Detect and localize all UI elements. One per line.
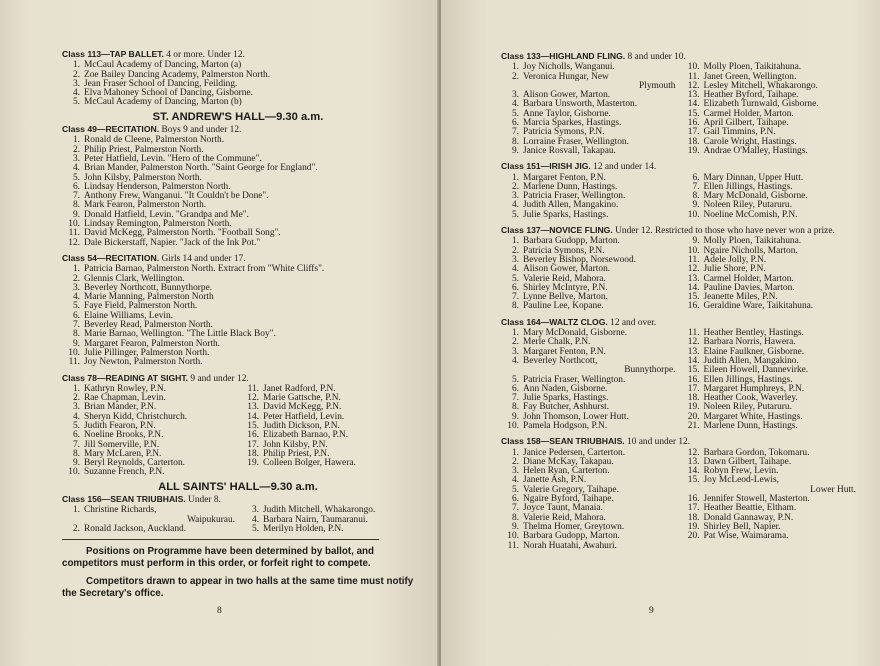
list-item: 6. Elaine Williams, Levin. bbox=[72, 310, 174, 321]
class-137-heading bbox=[501, 226, 856, 236]
list-item: 5. Valerie Gregory, Taihape. bbox=[511, 484, 619, 495]
list-item: 9. Noleen Riley, Putaruru. bbox=[692, 200, 792, 211]
list-item: Plymouth bbox=[639, 80, 676, 91]
list-item: 2. Ronald Jackson, Auckland. bbox=[72, 523, 187, 534]
class-label: Class 113—TAP BALLET. bbox=[62, 49, 164, 59]
list-item: 14. Peter Hatfield, Levin. bbox=[247, 411, 345, 422]
list-item: 18. Philip Priest, P.N. bbox=[247, 448, 330, 459]
list-item: 21. Marlene Dunn, Hastings. bbox=[687, 420, 798, 431]
list-item: 5. Patricia Fraser, Wellington. bbox=[511, 374, 626, 385]
divider bbox=[62, 539, 379, 540]
left-page-content bbox=[62, 50, 414, 606]
class-label: Class 164—WALTZ CLOG. bbox=[501, 316, 608, 327]
list-item: 3. Jean Fraser School of Dancing, Feilding. bbox=[72, 78, 238, 89]
class-137-list bbox=[501, 237, 856, 311]
class-note: 8 and under 10. bbox=[625, 52, 686, 62]
list-item: 4. Alison Gower, Marton. bbox=[511, 264, 611, 275]
class-label: Class 156—SEAN TRIUBHAIS. bbox=[62, 494, 186, 505]
list-item: 20. Pat Wise, Waimarama. bbox=[687, 531, 789, 542]
list-item: 13. David McKegg, P.N. bbox=[247, 402, 342, 413]
list-item: 3. Beverley Bishop, Norsewood. bbox=[511, 254, 637, 265]
list-column-right bbox=[682, 329, 857, 431]
list-item: 9. John Thomson, Lower Hutt. bbox=[511, 411, 629, 422]
list-item: 13. Dawn Gilbert, Taihape. bbox=[687, 456, 792, 467]
list-item: 3. Alison Gower, Marton. bbox=[511, 90, 611, 101]
list-item: 1. Janice Pedersen, Carterton. bbox=[511, 447, 626, 458]
class-note: 10 and under 12. bbox=[624, 437, 691, 448]
list-item: 5. Faye Field, Palmerston North. bbox=[72, 301, 198, 312]
list-item: 15. Jeanette Miles, P.N. bbox=[687, 292, 778, 303]
class-151-heading bbox=[501, 162, 856, 172]
list-item: 6. Noeline Brooks, P.N. bbox=[72, 430, 164, 441]
list-item: 15. Carmel Holder, Marton. bbox=[687, 108, 794, 119]
list-column-left bbox=[62, 506, 235, 534]
list-item: 4. Janette Ash, P.N. bbox=[511, 475, 587, 486]
class-113-heading bbox=[62, 50, 414, 60]
list-item: 10. Molly Ploen, Taikitahuna. bbox=[687, 62, 802, 73]
class-158-heading bbox=[501, 437, 856, 447]
list-item: 12. Marie Gattsche, P.N. bbox=[247, 393, 341, 404]
class-note: 12 and over. bbox=[607, 317, 657, 328]
list-item: 19. Shirley Bell, Napier. bbox=[687, 521, 781, 532]
class-label: Class 151—IRISH JIG. bbox=[501, 161, 591, 172]
class-54-heading bbox=[62, 254, 414, 264]
list-item: 8. Mark Fearon, Palmerston North. bbox=[72, 200, 207, 211]
list-item: 10. Noeline McComish, P.N. bbox=[687, 209, 798, 220]
list-item: 6. Lindsay Henderson, Palmerston North. bbox=[72, 181, 231, 192]
class-label: Class 78—READING AT SIGHT. bbox=[62, 372, 189, 383]
list-item: 12. Barbara Gordon, Tokomaru. bbox=[687, 447, 810, 458]
list-item: 12. Julie Shore, P.N. bbox=[687, 264, 766, 275]
list-item: 4. Beverley Northcott, bbox=[511, 355, 598, 366]
class-note: 12 and under 14. bbox=[590, 162, 657, 173]
list-column-left bbox=[501, 63, 676, 156]
class-label: Class 158—SEAN TRIUBHAIS. bbox=[501, 436, 625, 447]
list-column-left bbox=[501, 329, 676, 431]
list-item: 18. Heather Cook, Waverley. bbox=[687, 393, 798, 404]
list-item: 8. Lorraine Fraser, Wellington. bbox=[511, 136, 629, 147]
list-item: 10. Barbara Gudopp, Marton. bbox=[507, 531, 620, 542]
list-item: 19. Colleen Bolger, Hawera. bbox=[247, 458, 356, 469]
list-item: 14. Judith Allen, Mangakino. bbox=[687, 355, 799, 366]
class-49-list bbox=[62, 136, 414, 248]
list-item: 4. Barbara Nairn, Taumaranui. bbox=[251, 514, 368, 525]
list-item: 16. Geraldine Ware, Taikitahuna. bbox=[687, 301, 814, 312]
list-item: 5. Judith Fearon, P.N. bbox=[72, 420, 156, 431]
list-item: 11. David McKegg, Palmerston North. "Football Song". bbox=[68, 228, 281, 239]
list-item: 1. Kathryn Rowley, P.N. bbox=[72, 383, 166, 394]
class-78-heading bbox=[62, 374, 414, 384]
list-item: 17. John Kilsby, P.N. bbox=[247, 439, 328, 450]
list-item: 19. Noleen Riley, Putaruru. bbox=[687, 402, 792, 413]
ballot-notice: Positions on Programme have been determined by ballot, and competitors must perform in this order, or forfeit right to compete. bbox=[62, 546, 374, 570]
list-item: 19. Andrae O'Malley, Hastings. bbox=[687, 145, 808, 156]
class-note: 9 and under 12. bbox=[188, 373, 249, 384]
list-item: 16. Elizabeth Barnao, P.N. bbox=[247, 430, 349, 441]
class-133-heading bbox=[501, 52, 856, 62]
list-item: 15. Judith Dickson, P.N. bbox=[247, 420, 340, 431]
list-item: 8. Valerie Reid, Mahora. bbox=[511, 512, 606, 523]
list-item: 5. John Kilsby, Palmerston North. bbox=[72, 172, 202, 183]
list-column-left bbox=[62, 385, 235, 478]
list-item: 4. Barbara Unsworth, Masterton. bbox=[511, 99, 638, 110]
class-133-list bbox=[501, 63, 856, 156]
right-page-content bbox=[501, 52, 856, 551]
class-151-list bbox=[501, 174, 856, 220]
class-note: Girls 14 and under 17. bbox=[159, 253, 246, 264]
list-item: 2. Marlene Dunn, Hastings. bbox=[511, 181, 618, 192]
list-column-right bbox=[682, 237, 857, 311]
list-item: 14. Pauline Davies, Marton. bbox=[687, 282, 795, 293]
list-item: 2. Merle Chalk, P.N. bbox=[511, 337, 591, 348]
class-113-list bbox=[62, 61, 414, 107]
list-item: 8. Marie Barnao, Wellington. "The Little Black Boy". bbox=[72, 329, 276, 340]
right-page bbox=[441, 0, 880, 666]
hall-heading-all-saints: ALL SAINTS' HALL—9.30 a.m. bbox=[158, 480, 318, 493]
list-item: 9. Thelma Homer, Greytown. bbox=[511, 521, 625, 532]
list-item: 5. Valerie Reid, Mahora. bbox=[511, 273, 606, 284]
class-54-list bbox=[62, 265, 414, 367]
class-164-list bbox=[501, 329, 856, 431]
list-item: 9. Molly Ploen, Taikitahuna. bbox=[692, 236, 802, 247]
class-156-list bbox=[62, 506, 414, 534]
list-item: 1. McCaul Academy of Dancing, Marton (a) bbox=[72, 60, 242, 71]
list-column-right bbox=[241, 506, 414, 534]
list-item: 18. Donald Gannaway, P.N. bbox=[687, 512, 794, 523]
list-item: 16. Ellen Jillings, Hastings. bbox=[687, 374, 793, 385]
list-item: 5. Merilyn Holden, P.N. bbox=[251, 523, 344, 534]
list-item: 3. Brian Mander, P.N. bbox=[72, 402, 157, 413]
list-item: 15. Eileen Howell, Dannevirke. bbox=[687, 365, 809, 376]
list-item: 6. Ngaire Byford, Taihape. bbox=[511, 494, 614, 505]
list-item: 5. Anne Taylor, Gisborne. bbox=[511, 108, 611, 119]
list-item: Lower Hutt. bbox=[810, 484, 856, 495]
list-item: 1. Mary McDonald, Gisborne. bbox=[511, 328, 628, 339]
list-item: 7. Joyce Taunt, Manaia. bbox=[511, 503, 603, 514]
class-49-heading bbox=[62, 125, 414, 135]
list-column-right bbox=[241, 385, 414, 478]
list-item: 11. Joy Newton, Palmerston North. bbox=[68, 357, 203, 368]
class-164-heading bbox=[501, 318, 856, 328]
list-item: 3. Helen Ryan, Carterton. bbox=[511, 466, 610, 477]
list-item: 9. Margaret Fearon, Palmerston North. bbox=[72, 338, 220, 349]
list-item: 11. Janet Radford, P.N. bbox=[247, 383, 336, 394]
list-item: 14. Elizabeth Turnwald, Gisborne. bbox=[687, 99, 819, 110]
list-item: 8. Mary McLaren, P.N. bbox=[72, 448, 162, 459]
class-156-heading bbox=[62, 495, 414, 505]
list-column-right bbox=[682, 174, 857, 220]
list-item: 11. Heather Bentley, Hastings. bbox=[688, 328, 804, 339]
class-note: Under 12. Restricted to those who have never won a prize. bbox=[612, 226, 835, 237]
list-item: 18. Carole Wright, Hastings. bbox=[687, 136, 797, 147]
list-item: 3. Patricia Fraser, Wellington. bbox=[511, 191, 626, 202]
list-item: 10. Suzanne French, P.N. bbox=[68, 467, 165, 478]
list-item: 2. Veronica Hungar, New bbox=[511, 71, 609, 82]
two-halls-notice: Competitors drawn to appear in two halls at the same time must notify the Secretary's office. bbox=[62, 576, 414, 600]
list-item: 4. Elva Mahoney School of Dancing, Gisborne. bbox=[72, 88, 253, 99]
list-item: 6. Marcia Sparkes, Hastings. bbox=[511, 118, 622, 129]
list-item: 8. Mary McDonald, Gisborne. bbox=[692, 191, 808, 202]
list-item: 3. Margaret Fenton, P.N. bbox=[511, 346, 606, 357]
class-note: Boys 9 and under 12. bbox=[159, 125, 242, 136]
class-label: Class 133—HIGHLAND FLING. bbox=[501, 51, 626, 61]
list-item: 2. Diane McKay, Takapau. bbox=[511, 456, 614, 467]
list-item: 7. Anthony Frew, Wanganui. "It Couldn't be Done". bbox=[72, 191, 269, 202]
list-item: 7. Patricia Symons, P.N. bbox=[511, 127, 605, 138]
list-item: 2. Glennis Clark, Wellington. bbox=[72, 273, 185, 284]
list-item: 4. Marie Manning, Palmerston North bbox=[72, 292, 214, 303]
list-item: 16. Jennifer Stowell, Masterton. bbox=[687, 494, 810, 505]
hall-heading-st-andrews: ST. ANDREW'S HALL—9.30 a.m. bbox=[152, 110, 324, 123]
list-item: 2. Rae Chapman, Levin. bbox=[72, 393, 166, 404]
list-item: 12. Lesley Mitchell, Whakarongo. bbox=[687, 80, 818, 91]
class-label: Class 49—RECITATION. bbox=[62, 124, 160, 135]
list-item: 3. Judith Mitchell, Whakarongo. bbox=[251, 505, 376, 516]
list-item: 6. Mary Dinnan, Upper Hutt. bbox=[692, 172, 804, 183]
page-number: 8 bbox=[217, 606, 222, 616]
list-item: 5. McCaul Academy of Dancing, Marton (b) bbox=[72, 97, 242, 108]
list-item: 1. Ronald de Cleene, Palmerston North. bbox=[72, 135, 225, 146]
list-item: 17. Margaret Humphreys, P.N. bbox=[687, 383, 805, 394]
class-78-list bbox=[62, 385, 414, 478]
list-item: 17. Gail Timmins, P.N. bbox=[687, 127, 776, 138]
list-column-right bbox=[682, 63, 857, 156]
list-item: 7. Ellen Jillings, Hastings. bbox=[692, 181, 793, 192]
list-item: 4. Brian Mander, Palmerston North. "Saint George for England". bbox=[72, 163, 318, 174]
list-item: 11. Janet Green, Wellington. bbox=[688, 71, 797, 82]
class-158-list bbox=[501, 449, 856, 551]
list-item: 9. Donald Hatfield, Levin. "Grandpa and Me". bbox=[72, 209, 249, 220]
list-item: 13. Carmel Holder, Marton. bbox=[687, 273, 794, 284]
page-number: 9 bbox=[649, 606, 654, 616]
list-item: 10. Lindsay Remington, Palmerston North. bbox=[68, 219, 232, 230]
list-item: 15. Joy McLeod-Lewis, bbox=[687, 475, 780, 486]
list-item: 1. Joy Nicholls, Wanganui. bbox=[511, 62, 615, 73]
left-page bbox=[0, 0, 439, 666]
list-item: 12. Dale Bickerstaff, Napier. "Jack of the Ink Pot." bbox=[68, 237, 261, 248]
list-column-left bbox=[501, 449, 676, 551]
list-item: 4. Sheryn Kidd, Christchurch. bbox=[72, 411, 188, 422]
list-column-right bbox=[682, 449, 857, 551]
list-item: 1. Patricia Barnao, Palmerston North. Extract from "White Cliffs". bbox=[72, 264, 325, 275]
list-item: 10. Julie Pillinger, Palmerston North. bbox=[68, 347, 210, 358]
list-item: 3. Peter Hatfield, Levin. "Hero of the Commune". bbox=[72, 153, 262, 164]
list-item: 3. Beverley Northcott, Bunnythorpe. bbox=[72, 282, 213, 293]
list-item: 14. Robyn Frew, Levin. bbox=[687, 466, 779, 477]
list-item: 2. Philip Priest, Palmerston North. bbox=[72, 144, 204, 155]
list-item: Bunnythorpe. bbox=[624, 365, 676, 376]
list-item: 17. Heather Beattie, Eltham. bbox=[687, 503, 797, 514]
list-item: 11. Adele Jolly, P.N. bbox=[688, 254, 767, 265]
list-item: 1. Barbara Gudopp, Marton. bbox=[511, 236, 620, 247]
list-item: 13. Elaine Faulkner, Gisborne. bbox=[687, 346, 805, 357]
list-item: 11. Norah Huatahi, Awahuri. bbox=[507, 540, 617, 551]
list-item: 10. Ngaire Nicholls, Marton. bbox=[687, 245, 798, 256]
list-item: 6. Ann Naden, Gisborne. bbox=[511, 383, 608, 394]
list-item: 1. Margaret Fenton, P.N. bbox=[511, 172, 606, 183]
list-item: 6. Shirley McIntyre, P.N. bbox=[511, 282, 608, 293]
list-item: 9. Janice Rosvall, Takapau. bbox=[511, 145, 616, 156]
list-item: 9. Beryl Reynolds, Carterton. bbox=[72, 458, 186, 469]
list-item: Waipukurau. bbox=[187, 514, 235, 525]
list-column-left bbox=[501, 237, 676, 311]
list-column-left bbox=[501, 174, 676, 220]
list-item: 20. Margaret White, Hastings. bbox=[687, 411, 803, 422]
list-item: 8. Fay Butcher, Ashhurst. bbox=[511, 402, 610, 413]
list-item: 7. Lynne Bellve, Marton. bbox=[511, 292, 608, 303]
list-item: 7. Julie Sparks, Hastings. bbox=[511, 393, 609, 404]
list-item: 8. Pauline Lee, Kopane. bbox=[511, 301, 604, 312]
list-item: 1. Christine Richards, bbox=[72, 505, 157, 516]
list-item: 13. Heather Byford, Taihape. bbox=[687, 90, 799, 101]
list-item: 7. Beverley Read, Palmerston North. bbox=[72, 320, 213, 331]
class-note: 4 or more. Under 12. bbox=[163, 50, 245, 60]
list-item: 5. Julie Sparks, Hastings. bbox=[511, 209, 609, 220]
list-item: 2. Patricia Symons, P.N. bbox=[511, 245, 605, 256]
class-label: Class 54—RECITATION. bbox=[62, 252, 160, 263]
class-label: Class 137—NOVICE FLING. bbox=[501, 225, 613, 236]
list-item: 2. Zoe Bailey Dancing Academy, Palmerston North. bbox=[72, 69, 271, 80]
class-note: Under 8. bbox=[185, 495, 221, 506]
list-item: 12. Barbara Norris, Hawera. bbox=[687, 337, 796, 348]
list-item: 4. Judith Allen, Mangakino. bbox=[511, 200, 619, 211]
list-item: 7. Jill Somerville, P.N. bbox=[72, 439, 160, 450]
list-item: 16. April Gilbert, Taihape. bbox=[687, 118, 789, 129]
list-item: 10. Pamela Hodgson, P.N. bbox=[507, 420, 608, 431]
